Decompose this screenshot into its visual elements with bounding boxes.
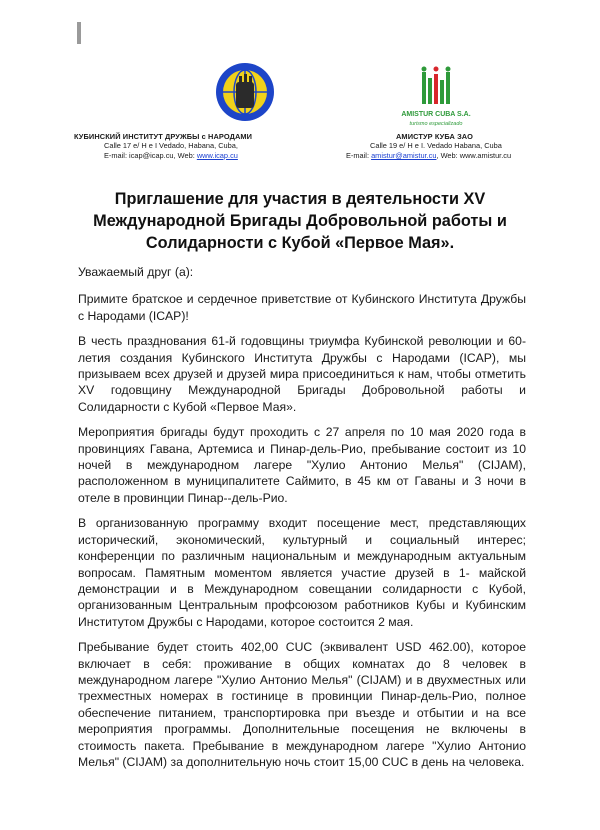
amistur-email-label: E-mail: <box>346 151 372 160</box>
amistur-logo-subcaption: turismo especializado <box>409 121 463 127</box>
icap-logo <box>74 62 304 132</box>
paragraph-welcome: Примите братское и сердечное приветствие от Кубинского Института Дружбы с Народами (ICAP)! <box>78 292 526 323</box>
icap-contacts <box>74 151 304 161</box>
header-amistur <box>340 62 545 161</box>
paragraph-program: В организованную программу входит посещение мест, представляющих исторический, экономический, культурный и социальный интерес; конференции по различным национальным и международным актуальным вопросам. Памятным моментом является участие друзей в 1- майской демонстрации и в Международном совещании солидарности с Кубой, организованным Центральным профсоюзом работников Кубы и Кубинским Институтом Дружбы с Народами, которое состоится 2 мая. <box>78 516 526 629</box>
icap-org-name: КУБИНСКИЙ ИНСТИТУТ ДРУЖБЫ с НАРОДАМИ <box>74 132 253 141</box>
title-line-3: Солидарности с Кубой «Первое Мая». <box>145 234 455 252</box>
title-line-1: Приглашение для участия в деятельности XV <box>114 190 486 208</box>
paragraph-dates: Мероприятия бригады будут проходить с 27 апреля по 10 мая 2020 года в провинциях Гавана, Артемиса и Пинар-дель-Рио, пребывание состоит из 10 ночей в международном лагере "Хулио Антонио Мелья" (CIJAM), расположенном в муниципалитете Саймито, в 45 км от Гаваны и 3 ночи в отеле в провинции Пинар--дель-Рио. <box>78 425 526 505</box>
amistur-email-link[interactable]: amistur@amistur.cu <box>371 151 437 160</box>
letter-body <box>78 264 526 779</box>
amistur-contacts <box>340 151 545 161</box>
icap-web-link[interactable]: www.icap.cu <box>196 151 238 160</box>
title-line-2: Международной Бригады Добровольной работы и <box>93 212 507 230</box>
header-icap <box>74 62 304 161</box>
amistur-org-name: АМИСТУР КУБА ЗАО <box>396 132 473 141</box>
greeting: Уважаемый друг (а): <box>78 265 194 279</box>
icap-address: Calle 17 e/ H e I Vedado, Habana, Cuba, <box>104 141 238 150</box>
paragraph-anniversary: В честь празднования 61-й годовщины триумфа Кубинской революции и 60-летия создания Кубинского Института Дружбы с Народами (ICAP), мы призываем всех друзей и друзей мира присоединиться к нам, чтобы отметить XV годовщину Международной Бригады Добровольной работы и Солидарности с Кубой «Первое Мая». <box>78 334 526 414</box>
amistur-address: Calle 19 e/ H e I. Vedado Habana, Cuba <box>370 141 502 150</box>
page-margin-marker <box>77 22 81 44</box>
paragraph-price: Пребывание будет стоить 402,00 CUC (эквивалент USD 462.00), которое включает в себя: проживание в общих комнатах до 8 человек в международном лагере "Хулио Антонио Мелья" (CIJAM) и в двухместных или трехместных номерах в гостинице в провинции Пинар-дель-Рио, полное обеспечение питанием, транспортировка при въезде и отбытии и на все мероприятия программы. Дополнительные посещения не включены в стоимость пакета. Пребывание в международном лагере "Хулио Антонио Мелья" (CIJAM) за дополнительную ночь стоит 15,00 CUC в день на человека. <box>78 640 526 769</box>
amistur-logo-caption: AMISTUR CUBA S.A. <box>401 111 471 118</box>
document-title <box>60 188 540 254</box>
icap-email: E-mail: icap@icap.cu, Web: <box>104 151 197 160</box>
amistur-logo <box>340 62 545 132</box>
amistur-web: , Web: www.amistur.cu <box>436 151 512 160</box>
